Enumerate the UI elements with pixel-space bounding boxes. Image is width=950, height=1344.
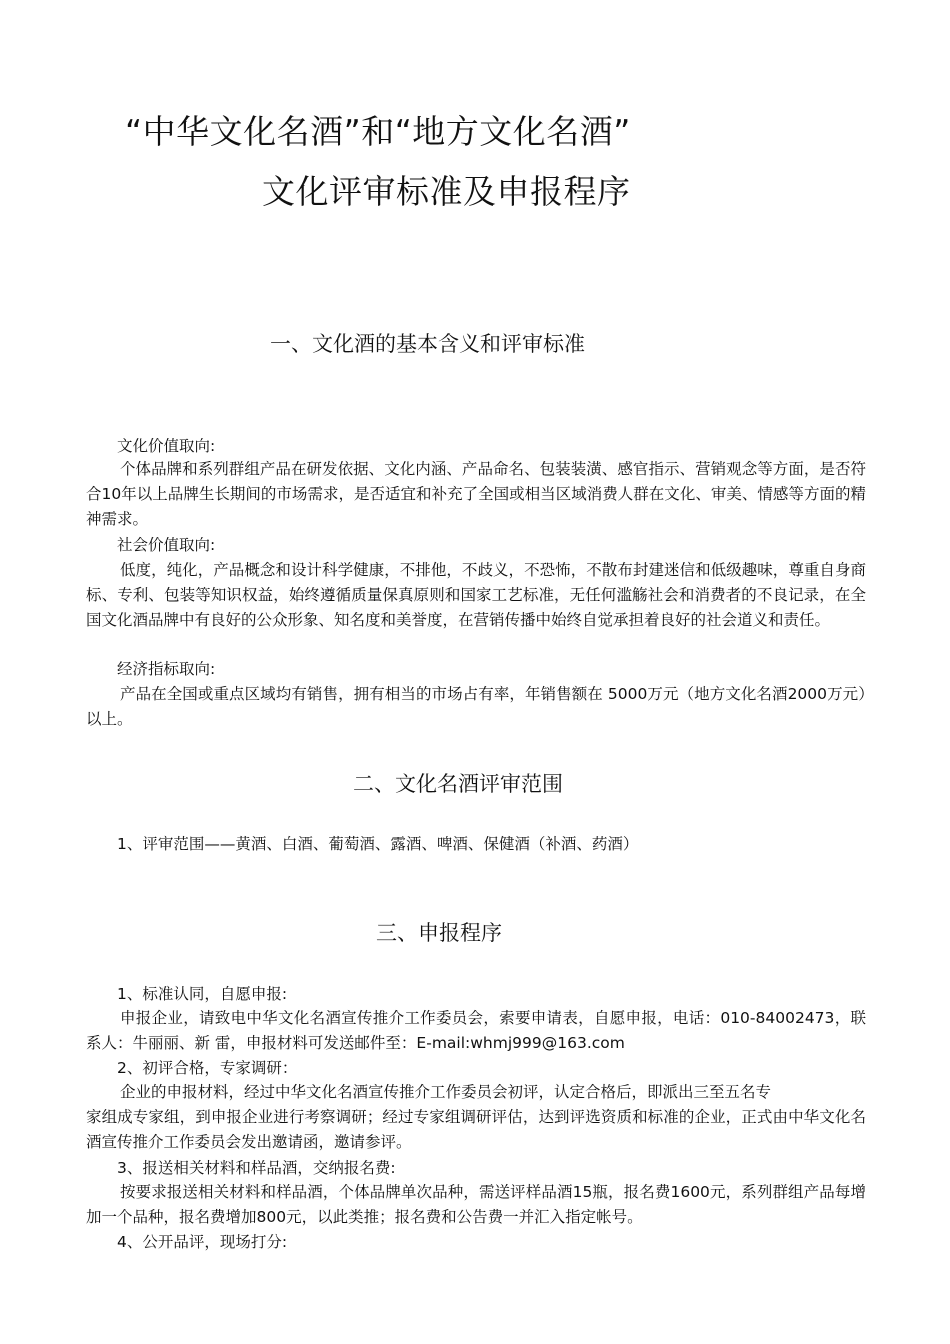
- social-value-label: 社会价值取向:: [117, 536, 216, 554]
- economic-value-text: 产品在全国或重点区域均有销售，拥有相当的市场占有率，年销售额在 5000万元（地方文化名酒2000万元）以上。: [86, 685, 866, 728]
- economic-value-label: 经济指标取向:: [117, 660, 216, 678]
- culture-value-text: 个体品牌和系列群组产品在研发依据、文化内涵、产品命名、包装装潢、感官指示、营销观念等方面，是否符合10年以上品牌生长期间的市场需求，是否适宜和补充了全国或相当区域消费人群在文化、审美、情感等方面的精神需求。: [86, 460, 866, 528]
- step3-label: 3、报送相关材料和样品酒，交纳报名费:: [117, 1159, 396, 1177]
- step2-text-a: 企业的申报材料，经过中华文化名酒宣传推介工作委员会初评，认定合格后，即派出三至五名专: [120, 1083, 772, 1101]
- step2-text-b: 家组成专家组，到申报企业进行考察调研；经过专家组调研评估，达到评选资质和标准的企业，正式由中华文化名酒宣传推介工作委员会发出邀请函，邀请参评。: [86, 1108, 866, 1151]
- section3-heading: 三、申报程序: [376, 921, 502, 945]
- section2-heading: 二、文化名酒评审范围: [353, 772, 563, 796]
- step2-label: 2、初评合格，专家调研：: [117, 1059, 298, 1077]
- review-scope-item: 1、评审范围——黄酒、白酒、葡萄酒、露酒、啤酒、保健酒（补酒、药酒）: [117, 835, 639, 853]
- step4-label: 4、公开品评，现场打分:: [117, 1233, 288, 1251]
- document-title-line2: 文化评审标准及申报程序: [262, 172, 631, 211]
- document-title-line1: “中华文化名酒”和“地方文化名酒”: [125, 112, 631, 151]
- step1-label: 1、标准认同，自愿申报:: [117, 985, 288, 1003]
- culture-value-label: 文化价值取向:: [117, 437, 216, 455]
- step1-text: 申报企业，请致电中华文化名酒宣传推介工作委员会，索要申请表，自愿申报，电话：010-84002473，联系人：牛丽丽、新 雷，申报材料可发送邮件至：E-mail:whmj999@163.com: [86, 1009, 866, 1052]
- step3-text: 按要求报送相关材料和样品酒，个体品牌单次品种，需送评样品酒15瓶，报名费1600元，系列群组产品每增加一个品种，报名费增加800元，以此类推；报名费和公告费一并汇入指定帐号。: [86, 1183, 866, 1226]
- social-value-text: 低度，纯化，产品概念和设计科学健康，不排他，不歧义，不恐怖，不散布封建迷信和低级趣味，尊重自身商标、专利、包装等知识权益，始终遵循质量保真原则和国家工艺标准，无任何滥觞社会和消费者的不良记录，在全国文化酒品牌中有良好的公众形象、知名度和美誉度，在营销传播中始终自觉承担着良好的社会道义和责任。: [86, 561, 866, 629]
- section1-heading: 一、文化酒的基本含义和评审标准: [270, 332, 585, 356]
